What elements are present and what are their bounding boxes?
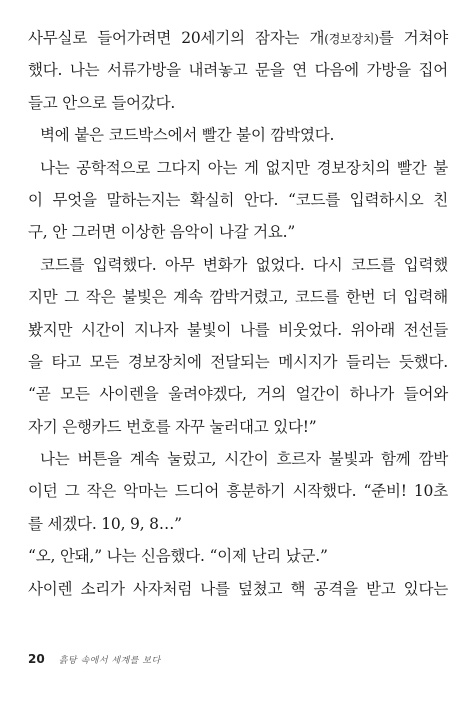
text-line-13: 자기 은행카드 번호를 자꾸 눌러대고 있다!”: [28, 417, 317, 436]
text-line-2: 했다. 나는 서류가방을 내려놓고 문을 연 다음에 가방을 집어: [28, 61, 448, 80]
text-line-1: 사무실로 들어가려면 20세기의 잠자는 개(경보장치)를 거쳐야: [28, 29, 448, 47]
text-line-12: “곧 모든 사이렌을 울려야겠다, 거의 얼간이 하나가 들어와: [28, 385, 448, 404]
text-line-16: 를 세겠다. 10, 9, 8…”: [28, 514, 182, 533]
text-line-14: 나는 버튼을 계속 눌렀고, 시간이 흐르자 불빛과 함께 깜박: [40, 450, 448, 469]
text-line-8: 코드를 입력했다. 아무 변화가 없었다. 다시 코드를 입력했: [40, 255, 448, 274]
text-line-9: 지만 그 작은 불빛은 계속 깜박거렸고, 코드를 한번 더 입력해: [28, 288, 448, 307]
text-line-3: 들고 안으로 들어갔다.: [28, 93, 176, 112]
text-line-18: 사이렌 소리가 사자처럼 나를 덮쳤고 핵 공격을 받고 있다는: [28, 579, 448, 598]
page-footer: [28, 652, 161, 672]
body-text: [28, 22, 448, 605]
text-line-17: “오, 안돼,” 나는 신음했다. “이제 난리 났군.”: [28, 547, 328, 566]
inline-note: (경보장치): [324, 32, 379, 46]
text-line-11: 을 타고 모든 경보장치에 전달되는 메시지가 들리는 듯했다.: [28, 352, 448, 371]
text-line-10: 봤지만 시간이 지나자 불빛이 나를 비웃었다. 위아래 전선들: [28, 320, 448, 339]
text-line-4: 벽에 붙은 코드박스에서 빨간 불이 깜박였다.: [40, 126, 335, 145]
page-number: 20: [28, 652, 45, 666]
text-line-15: 이던 그 작은 악마는 드디어 흥분하기 시작했다. “준비! 10초: [28, 482, 448, 501]
text-line-7: 구, 안 그러면 이상한 음악이 나갈 거요.”: [28, 223, 296, 242]
text-line-5: 나는 공학적으로 그다지 아는 게 없지만 경보장치의 빨간 불: [40, 158, 448, 177]
running-title: 흙탕 속에서 세계를 보다: [58, 656, 161, 666]
text-line-6: 이 무엇을 말하는지는 확실히 안다. “코드를 입력하시오 친: [28, 190, 448, 209]
